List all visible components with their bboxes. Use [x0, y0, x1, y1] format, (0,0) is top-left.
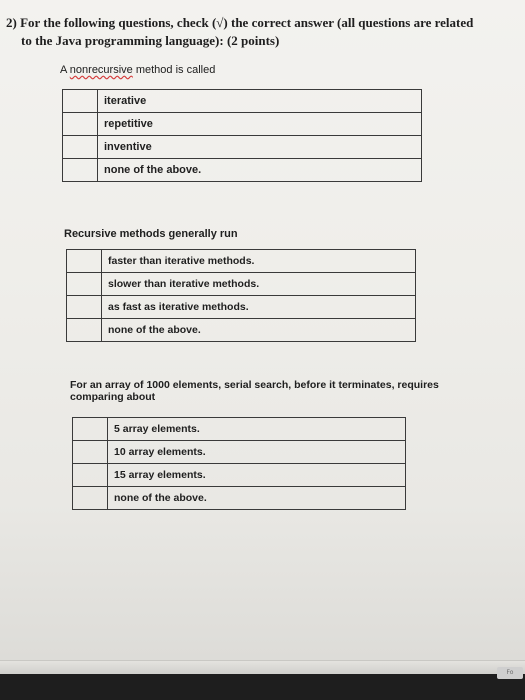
item-2-options-table — [66, 249, 416, 342]
question-title-line2: to the Java programming language): (2 points) — [21, 33, 280, 48]
question-title-line1: 2) For the following questions, check (√) the correct answer (all questions are related — [6, 15, 474, 30]
check-box[interactable] — [63, 159, 98, 182]
item-3-prompt-line2: comparing about — [70, 391, 156, 403]
corner-button-label: Fo — [506, 669, 514, 676]
check-box[interactable] — [63, 113, 98, 136]
page-edge — [0, 660, 525, 675]
option-row[interactable] — [73, 464, 406, 487]
option-label: none of the above. — [98, 159, 422, 182]
option-row[interactable] — [73, 441, 406, 464]
option-row[interactable] — [67, 319, 416, 342]
corner-button[interactable] — [497, 667, 523, 679]
option-row[interactable] — [63, 113, 422, 136]
option-label: repetitive — [98, 113, 422, 136]
check-box[interactable] — [67, 273, 102, 296]
option-label: 10 array elements. — [108, 441, 406, 464]
check-box[interactable] — [67, 250, 102, 273]
option-row[interactable] — [67, 296, 416, 319]
item-3-options-table — [72, 417, 406, 510]
check-box[interactable] — [73, 441, 108, 464]
option-label: iterative — [98, 90, 422, 113]
option-label: none of the above. — [102, 319, 416, 342]
check-box[interactable] — [67, 296, 102, 319]
item-1-prompt — [60, 64, 215, 76]
check-box[interactable] — [73, 418, 108, 441]
item-1-prompt-suffix: method is called — [132, 64, 216, 76]
bottom-bar — [0, 674, 525, 700]
item-1-prompt-prefix: A — [60, 64, 70, 76]
option-label: none of the above. — [108, 487, 406, 510]
option-label: slower than iterative methods. — [102, 273, 416, 296]
option-row[interactable] — [63, 159, 422, 182]
item-2-prompt: Recursive methods generally run — [64, 228, 238, 240]
option-row[interactable] — [67, 250, 416, 273]
item-3-prompt-line1: For an array of 1000 elements, serial search, before it terminates, requires — [70, 379, 439, 391]
option-row[interactable] — [73, 487, 406, 510]
check-box[interactable] — [63, 136, 98, 159]
check-box[interactable] — [73, 464, 108, 487]
check-box[interactable] — [73, 487, 108, 510]
option-label: inventive — [98, 136, 422, 159]
check-box[interactable] — [67, 319, 102, 342]
option-label: 5 array elements. — [108, 418, 406, 441]
option-label: 15 array elements. — [108, 464, 406, 487]
item-1-prompt-misspelled-word: nonrecursive — [69, 64, 133, 76]
item-1-options-table — [62, 89, 422, 182]
question-title — [6, 14, 506, 50]
option-row[interactable] — [67, 273, 416, 296]
check-box[interactable] — [63, 90, 98, 113]
option-row[interactable] — [63, 136, 422, 159]
option-label: faster than iterative methods. — [102, 250, 416, 273]
option-row[interactable] — [63, 90, 422, 113]
option-row[interactable] — [73, 418, 406, 441]
item-3-prompt — [70, 379, 439, 403]
option-label: as fast as iterative methods. — [102, 296, 416, 319]
